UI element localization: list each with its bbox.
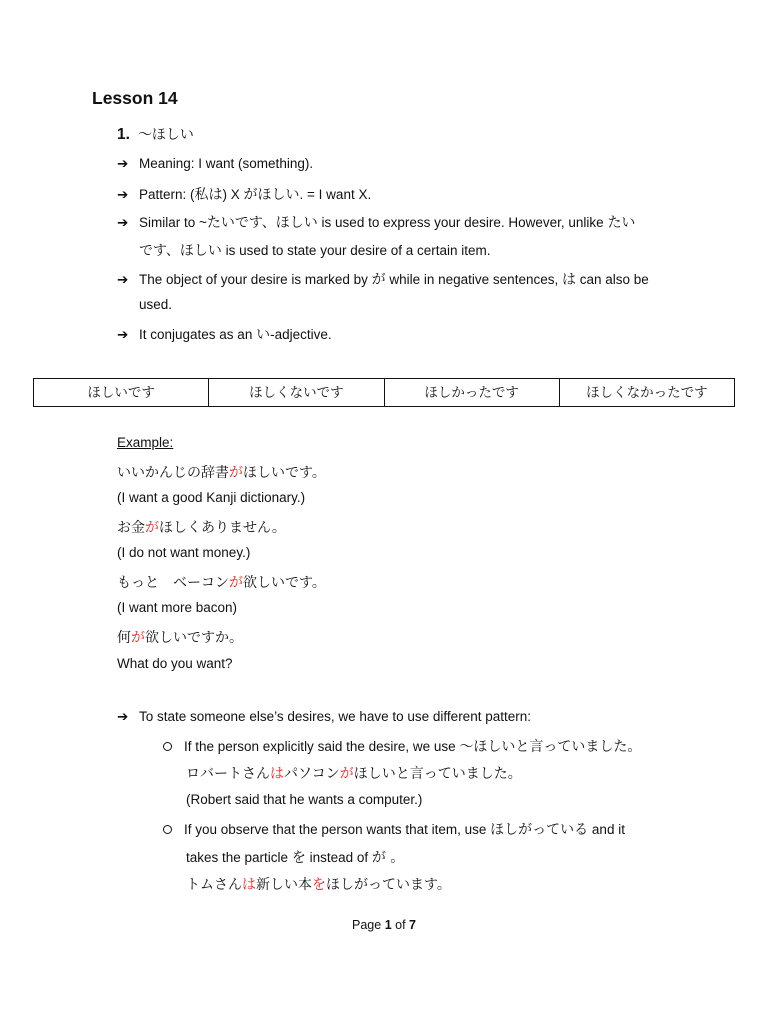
bullet-text: To state someone else’s desires, we have to use different pattern: (139, 709, 531, 724)
example-jp (117, 572, 326, 592)
bullet-jp: がほしい (243, 187, 300, 203)
example-jp-text: 欲しいです。 (243, 575, 326, 591)
example-jp-text: ロバートさん (186, 766, 270, 782)
table-cell: ほしかったです (384, 379, 559, 407)
sub-bullet-jp: 〜ほしいと言っていました。 (459, 739, 642, 755)
example-jp (117, 627, 243, 647)
example-jp-text: ほしがっています。 (326, 877, 451, 893)
bullet-text: Meaning: I want (something). (139, 156, 314, 171)
section-number: 1. (117, 126, 130, 143)
particle-highlight: が (145, 520, 159, 536)
example-jp-text: パソコン (284, 766, 340, 782)
sub-bullet-text: If the person explicitly said the desire, we use (184, 739, 460, 754)
sub-bullet-observe-cont (186, 847, 404, 867)
example-jp (117, 462, 326, 482)
section-heading (117, 124, 194, 144)
sub-example-jp (186, 763, 522, 783)
example-jp-text: もっと ベーコン (117, 575, 229, 591)
example-jp-text: ほしいです。 (243, 465, 326, 481)
arrow-icon: ➔ (117, 709, 129, 724)
bullet-jp: たいです、ほしい (206, 215, 318, 231)
table-cell: ほしいです (34, 379, 209, 407)
arrow-icon: ➔ (117, 327, 129, 342)
particle-highlight: が (229, 575, 243, 591)
particle-highlight: が (339, 766, 354, 782)
particle-highlight: が (229, 465, 243, 481)
bullet-text: Similar to ~ (139, 215, 207, 230)
example-jp-text: ほしくありません。 (159, 520, 286, 536)
example-jp-text: ほしいと言っていました。 (353, 766, 522, 782)
lesson-title: Lesson 14 (92, 88, 178, 108)
particle-highlight: は (270, 766, 284, 782)
particle-highlight: は (242, 877, 256, 893)
arrow-icon: ➔ (117, 272, 129, 287)
bullet-text: -adjective. (270, 327, 332, 342)
arrow-icon: ➔ (117, 156, 129, 171)
example-jp-text: 新しい本 (256, 877, 312, 893)
bullet-jp: は (561, 272, 576, 288)
page-footer (0, 918, 768, 932)
sub-bullet-text: takes the particle (186, 850, 292, 865)
bullet-meaning (117, 156, 313, 172)
bullet-jp: い (256, 327, 271, 343)
sub-bullet-said (163, 736, 641, 756)
bullet-text: ) X (222, 187, 244, 202)
example-en: (I want a good Kanji dictionary.) (117, 490, 306, 505)
particle-highlight: が (131, 630, 145, 646)
circle-bullet-icon (163, 825, 172, 834)
bullet-similar-cont (139, 240, 491, 260)
sub-bullet-jp: ほしがっている (490, 822, 589, 838)
sub-bullet-jp: 。 (385, 850, 405, 866)
example-en: What do you want? (117, 656, 233, 671)
sub-bullet-jp: を (291, 850, 306, 866)
sub-bullet-text: and it (588, 822, 625, 837)
particle-highlight: を (312, 877, 326, 893)
sub-example-en: (Robert said that he wants a computer.) (186, 792, 423, 807)
example-jp-text: お金 (117, 520, 145, 536)
example-jp-text: 何 (117, 630, 131, 646)
sub-bullet-text: If you observe that the person wants that item, use (184, 822, 491, 837)
example-jp-text: 欲しいですか。 (145, 630, 243, 646)
sub-bullet-observe (163, 819, 625, 839)
arrow-icon: ➔ (117, 187, 129, 202)
bullet-text: It conjugates as an (139, 327, 257, 342)
example-jp-text: いいかんじの辞書 (117, 465, 229, 481)
page-number: 1 (384, 918, 392, 932)
sub-bullet-jp: が (371, 850, 386, 866)
example-jp (117, 517, 286, 537)
section-heading-text: 〜ほしい (137, 127, 194, 143)
bullet-text: . = I want X. (299, 187, 372, 202)
bullet-text: Pattern: ( (139, 187, 195, 202)
footer-text: of (391, 918, 410, 932)
bullet-jp: が (371, 272, 386, 288)
bullet-text: while in negative sentences, (385, 272, 562, 287)
example-en: (I do not want money.) (117, 545, 251, 560)
example-label: Example: (117, 435, 174, 450)
bullet-jp: です、ほしい (139, 243, 222, 259)
bullet-jp: たい (607, 215, 636, 231)
bullet-text: can also be (575, 272, 649, 287)
bullet-object-cont: used. (139, 297, 173, 312)
bullet-pattern (117, 184, 371, 204)
bullet-similar (117, 212, 635, 232)
table-cell: ほしくなかったです (559, 379, 734, 407)
table-cell: ほしくないです (209, 379, 384, 407)
bullet-others (117, 709, 531, 725)
bullet-text: The object of your desire is marked by (139, 272, 372, 287)
bullet-object (117, 269, 649, 289)
table-row (34, 379, 735, 407)
bullet-text: is used to state your desire of a certain item. (221, 243, 491, 258)
page-total: 7 (409, 918, 416, 932)
arrow-icon: ➔ (117, 215, 129, 230)
example-jp-text: トムさん (186, 877, 242, 893)
bullet-text: is used to express your desire. However, unlike (317, 215, 608, 230)
circle-bullet-icon (163, 742, 172, 751)
conjugation-table (33, 378, 735, 407)
bullet-jp: 私は (194, 187, 223, 203)
example-en: (I want more bacon) (117, 600, 238, 615)
sub-example-jp (186, 874, 451, 894)
sub-bullet-text: instead of (305, 850, 372, 865)
footer-text: Page (352, 918, 385, 932)
bullet-conjugates (117, 324, 332, 344)
